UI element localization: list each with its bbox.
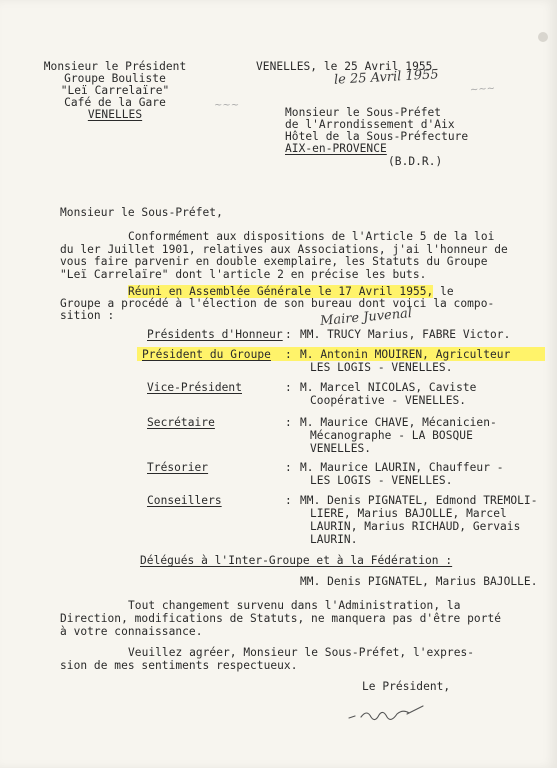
paragraph-line: Conformément aux dispositions de l'Article 5 de la loi xyxy=(128,230,495,243)
punch-hole-top xyxy=(538,32,548,42)
officer-value: LES LOGIS - VENELLES. xyxy=(310,474,453,487)
signature xyxy=(345,698,440,728)
officer-label-honorary: Présidents d'Honneur xyxy=(147,328,283,341)
officer-label-secretary: Secrétaire xyxy=(147,416,215,429)
date-handwritten: le 25 Avril 1955 xyxy=(333,67,439,88)
officer-value: M. Maurice CHAVE, Mécanicien- xyxy=(300,416,497,429)
officer-value: MM. Denis PIGNATEL, Edmond TREMOLI- xyxy=(300,494,538,507)
recipient-line-2: de l'Arrondissement d'Aix xyxy=(285,118,455,131)
assembly-line-1-rest: le xyxy=(433,285,454,298)
delegates-names: MM. Denis PIGNATEL, Marius BAJOLLE. xyxy=(300,575,538,588)
officer-value: LAURIN. xyxy=(310,533,358,546)
officer-value: Mécanographe - LA BOSQUE xyxy=(310,429,473,442)
assembly-highlight: Réuni en Assemblée Générale le 17 Avril 1955, xyxy=(128,285,434,298)
sender-line-4: Café de la Gare xyxy=(64,96,166,109)
recipient-line-3: Hôtel de la Sous-Préfecture xyxy=(285,130,469,143)
officer-value: LIERE, Marius BAJOLLE, Marcel xyxy=(310,507,507,520)
officer-colon: : xyxy=(285,381,292,394)
paragraph-line: du ler Juillet 1901, relatives aux Associations, j'ai l'honneur de xyxy=(60,243,508,256)
sender-line-1: Monsieur le Président xyxy=(43,60,187,73)
signoff: Le Président, xyxy=(362,680,451,693)
margin-scribble-left: ~~~ xyxy=(214,100,240,111)
closing-line: sion de mes sentiments respectueux. xyxy=(60,659,298,672)
officer-value: Coopérative - VENELLES. xyxy=(310,394,467,407)
paragraph-line: Tout changement survenu dans l'Administration, la xyxy=(128,599,461,612)
officer-label-vice-president: Vice-Président xyxy=(147,381,242,394)
salutation: Monsieur le Sous-Préfet, xyxy=(60,206,223,219)
officer-value: VENELLES. xyxy=(310,442,372,455)
date-typed: VENELLES, le 25 Avril 1955 xyxy=(256,60,433,73)
assembly-line-2: Groupe a procédé à l'élection de son bureau dont voici la compo- xyxy=(60,297,495,310)
sender-line-3: "Leï Carrelaïre" xyxy=(60,84,170,97)
recipient-line-1: Monsieur le Sous-Préfet xyxy=(285,106,442,119)
recipient-line-4: AIX-en-PROVENCE xyxy=(285,142,387,155)
officer-value: M. Marcel NICOLAS, Caviste xyxy=(300,381,477,394)
officer-value: LES LOGIS - VENELLES. xyxy=(310,361,453,374)
officer-colon: : xyxy=(285,348,292,361)
officer-label-councillors: Conseillers xyxy=(147,494,222,507)
officer-colon: : xyxy=(285,494,292,507)
sender-line-5: VENELLES xyxy=(87,108,143,121)
officer-value: M. Maurice LAURIN, Chauffeur - xyxy=(300,461,504,474)
margin-scribble-right: ~~~ xyxy=(469,83,496,96)
officer-value: LAURIN, Marius RICHAUD, Gervais xyxy=(310,520,521,533)
paragraph-line: à votre connaissance. xyxy=(60,625,203,638)
paragraph-line: Direction, modifications de Statuts, ne manquera pas d'être porté xyxy=(60,612,502,625)
recipient-line-5: (B.D.R.) xyxy=(388,155,443,168)
assembly-line-3: sition : xyxy=(60,309,115,322)
officer-colon: : xyxy=(285,461,292,474)
delegates-label: Délégués à l'Inter-Groupe et à la Fédération : xyxy=(140,554,453,567)
officer-colon: : xyxy=(285,328,292,341)
paragraph-line: "Leï Carrelaïre" dont l'article 2 en précise les buts. xyxy=(60,268,427,281)
officer-value: MM. TRUCY Marius, FABRE Victor. xyxy=(300,328,511,341)
officer-colon: : xyxy=(285,416,292,429)
officer-value: M. Antonin MOUIREN, Agriculteur xyxy=(300,348,511,361)
sender-line-2: Groupe Bouliste xyxy=(64,72,166,85)
handwritten-annotation: Maire Juvenal xyxy=(319,306,413,329)
officer-label-president: Président du Groupe xyxy=(142,348,271,361)
closing-line: Veuillez agréer, Monsieur le Sous-Préfet, l'expres- xyxy=(128,646,475,659)
paragraph-line: vous faire parvenir en double exemplaire, les Statuts du Groupe xyxy=(60,255,488,268)
officer-label-treasurer: Trésorier xyxy=(147,461,209,474)
